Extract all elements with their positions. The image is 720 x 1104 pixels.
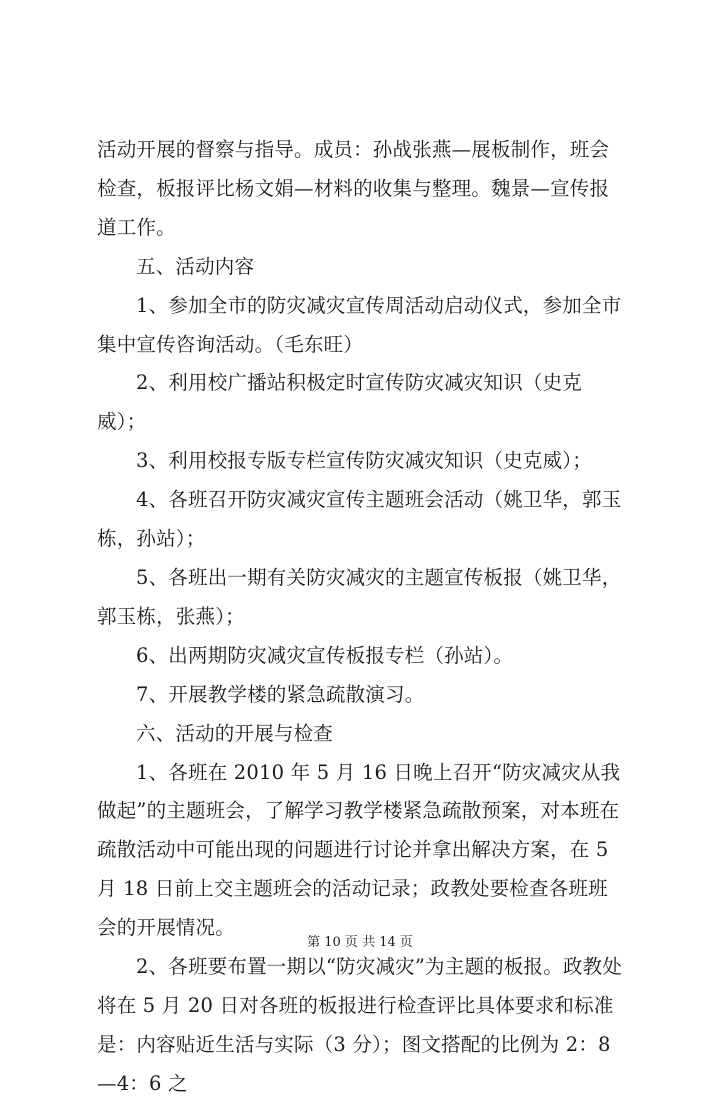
document-body [97,131,627,1104]
section-heading-activity-content: 五、活动内容 [136,254,255,278]
list-item: 2、各班要布置一期以“防灾减灾”为主题的板报。政教处将在 5 月 20 日对各班的板报进行检查评比具体要求和标准是：内容贴近生活与实际（3 分）；图文搭配的比例为 2：8—4：6 之 [97,955,623,1095]
list-item: 3、利用校报专版专栏宣传防灾减灾知识（史克威）； [136,449,592,473]
list-item: 4、各班召开防灾减灾宣传主题班会活动（姚卫华，郭玉栋，孙站）； [97,488,622,551]
list-item: 6、出两期防灾减灾宣传板报专栏（孙站）。 [136,643,514,667]
paragraph-responsibilities: 活动开展的督察与指导。成员：孙战张燕—展板制作，班会检查，板报评比杨文娟—材料的收集与整理。魏景—宣传报道工作。 [97,138,610,239]
list-item: 1、各班在 2010 年 5 月 16 日晚上召开“防灾减灾从我做起”的主题班会，了解学习教学楼紧急疏散预案，对本班在疏散活动中可能出现的问题进行讨论并拿出解决方案，在 5 月 18 日前上交主题班会的活动记录；政教处要检查各班班会的开展情况。 [97,760,621,940]
list-item: 1、参加全市的防灾减灾宣传周活动启动仪式，参加全市集中宣传咨询活动。（毛东旺） [97,293,622,356]
list-item: 7、开展教学楼的紧急疏散演习。 [136,682,425,706]
list-item: 5、各班出一期有关防灾减灾的主题宣传板报（姚卫华，郭玉栋，张燕）； [97,565,622,628]
page-number-footer: 第 10 页 共 14 页 [307,935,413,950]
section-heading-activity-inspection: 六、活动的开展与检查 [136,721,334,745]
list-item: 2、利用校广播站积极定时宣传防灾减灾知识（史克威）； [97,371,583,434]
